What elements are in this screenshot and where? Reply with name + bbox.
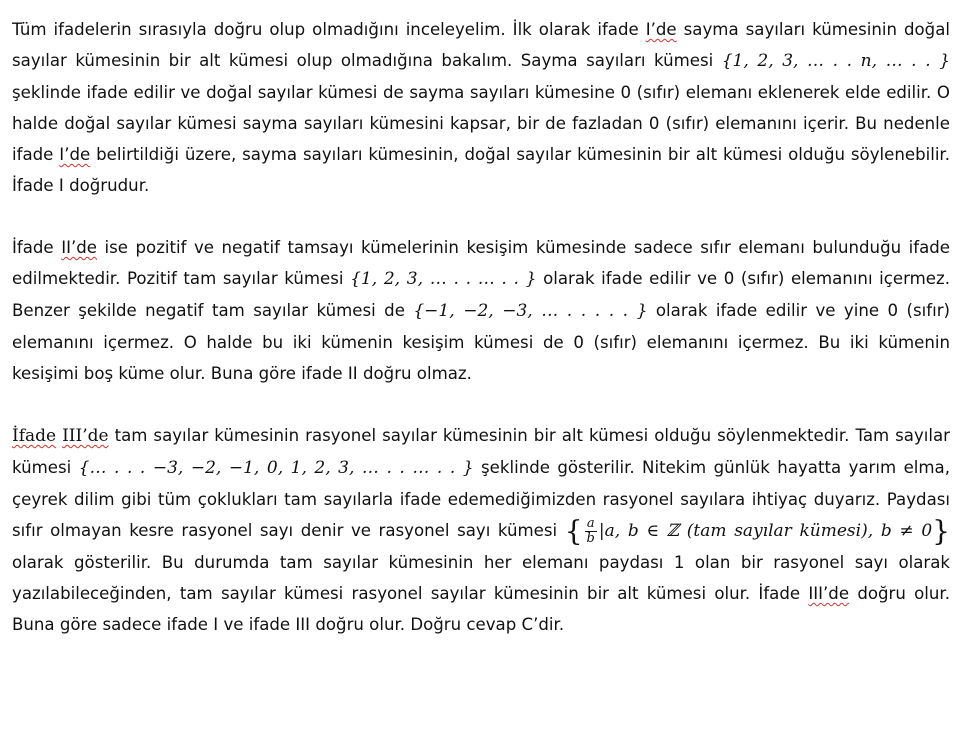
math-fraction <box>585 517 597 546</box>
spellcheck-word[interactable]: I’de <box>59 145 91 164</box>
spellcheck-word[interactable]: İfade <box>12 426 57 446</box>
math-set-positive-integers: {1, 2, 3, … . . … . . } <box>350 269 537 289</box>
math-rational-condition: |𝑎, 𝑏 ∈ ℤ (𝑡𝑎𝑚 𝑠𝑎𝑦𝚤𝑙𝑎𝑟 𝑘ü𝑚𝑒𝑠𝑖), 𝑏 ≠ 0 <box>598 521 933 541</box>
spellcheck-word[interactable]: II’de <box>61 238 97 257</box>
paragraph-gap <box>12 389 950 420</box>
fraction-denominator: b <box>586 531 595 546</box>
p3-text-2: şeklinde gösterilir. Nitekim günlük hayatta yarım elma, çeyrek dilim gibi tüm çoklukları tam sayılarla ifade edemediğimizden rasyonel sayılara ihtiyaç duyarız. Paydası sıfır olmayan kesre rasyonel sayı denir ve rasyonel sayı kümesi <box>12 458 950 540</box>
spellcheck-word[interactable]: I’de <box>645 20 677 39</box>
fraction-numerator: a <box>586 516 595 531</box>
p2-text-1: İfade <box>12 238 54 257</box>
p2-text-4: olarak ifade edilir ve yine 0 (sıfır) elemanını içermez. O halde bu iki kümenin kesişim kümesi de 0 (sıfır) elemanını içermez. Bu iki kümenin kesişimi boş küme olur. Buna göre ifade II doğru olmaz. <box>12 301 950 383</box>
math-set-negative-integers: {−1, −2, −3, … . . . . . } <box>413 301 648 321</box>
p1-text-4: belirtildiği üzere, sayma sayıları kümesinin, doğal sayılar kümesinin bir alt kümesi olduğu söylenebilir. İfade I doğrudur. <box>12 145 951 195</box>
paragraph-ifade-2 <box>12 232 950 389</box>
math-set-integers: {… . . . −3, −2, −1, 0, 1, 2, 3, … . . … . . } <box>78 458 474 478</box>
p3-text-4: doğru olur. Buna göre sadece ifade I ve ifade III doğru olur. Doğru cevap C’dir. <box>12 584 950 634</box>
spellcheck-word[interactable]: III’de <box>808 584 850 603</box>
paragraph-ifade-1 <box>12 14 950 201</box>
p1-text-3: şeklinde ifade edilir ve doğal sayılar kümesi de sayma sayıları kümesine 0 (sıfır) elemanı eklenerek elde edilir. O halde doğal sayılar kümesi sayma sayıları kümesini kapsar, bir de fazladan 0 (sıfır) elemanını içerir. Bu nedenle ifade <box>12 83 950 164</box>
p3-text-3: olarak gösterilir. Bu durumda tam sayılar kümesinin her elemanı paydası 1 olan bir rasyonel sayı olarak yazılabileceğinden, tam sayılar kümesi rasyonel sayılar kümesinin bir alt kümesi olur. İfade <box>12 553 950 603</box>
p3-text-1: tam sayılar kümesinin rasyonel sayılar kümesinin bir alt kümesi olduğu söylenmektedir. Tam sayılar kümesi <box>12 426 951 477</box>
paragraph-gap <box>12 201 950 232</box>
p1-text-2: sayma sayıları kümesinin doğal sayılar kümesinin bir alt kümesi olup olmadığına bakalım. Sayma sayıları kümesi <box>12 20 950 70</box>
math-brace-close: } <box>932 514 950 548</box>
p2-text-3: olarak ifade edilir ve 0 (sıfır) elemanını içermez. Benzer şekilde negatif tam sayılar kümesi de <box>12 269 950 320</box>
p1-text-1: Tüm ifadelerin sırasıyla doğru olup olmadığını inceleyelim. İlk olarak ifade <box>12 20 639 39</box>
spellcheck-word[interactable]: III’de <box>62 426 109 446</box>
paragraph-ifade-3 <box>12 420 950 640</box>
math-brace-open: { <box>564 514 583 548</box>
math-rational-set <box>564 514 950 548</box>
math-set-counting-numbers: {1, 2, 3, … . . 𝑛, … . . } <box>721 51 951 71</box>
p2-text-2: ise pozitif ve negatif tamsayı kümelerinin kesişim kümesinde sadece sıfır elemanı bulunduğu ifade edilmektedir. Pozitif tam sayılar kümesi <box>12 238 951 288</box>
